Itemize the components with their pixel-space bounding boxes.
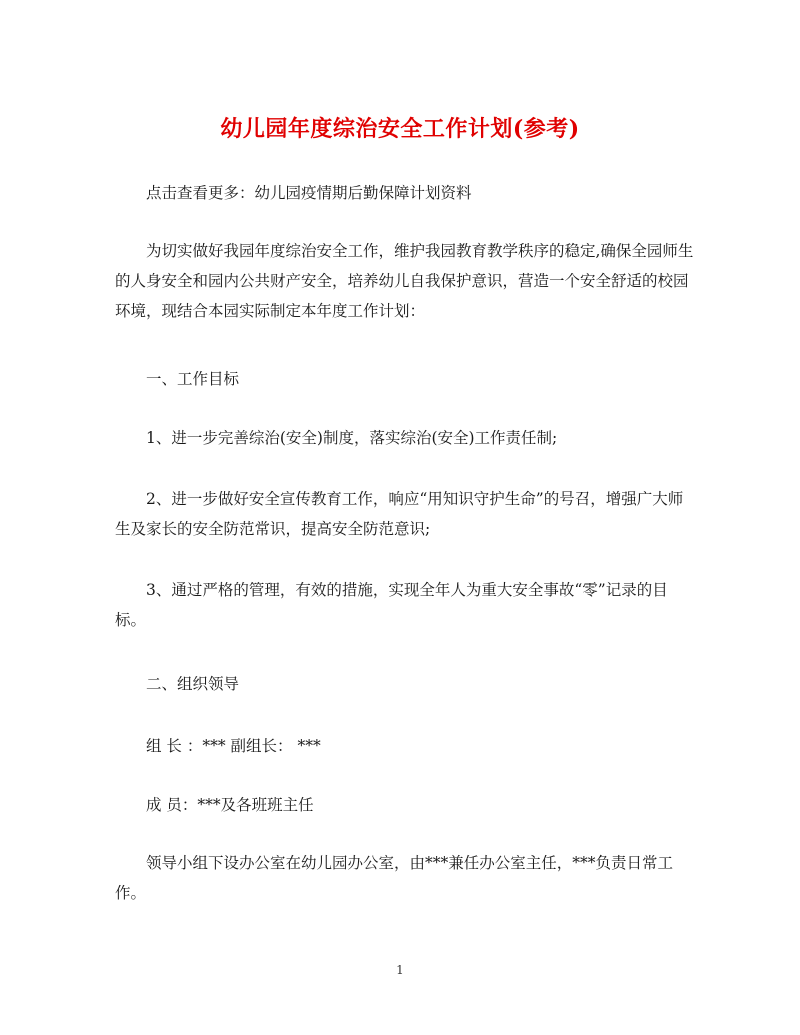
more-info-link[interactable]: 点击查看更多：幼儿园疫情期后勤保障计划资料 (146, 184, 472, 202)
section-heading-goals: 一、工作目标 (146, 370, 240, 388)
leader-line: 组 长 ：*** 副组长： *** (146, 737, 321, 755)
goal-item-3: 3、通过严格的管理，有效的措施，实现全年人为重大安全事故“零”记录的目标。 (115, 581, 668, 629)
page-number: 1 (396, 963, 404, 977)
document-title: 幼儿园年度综治安全工作计划(参考) (220, 116, 580, 142)
office-paragraph: 领导小组下设办公室在幼儿园办公室，由***兼任办公室主任，***负责日常工作。 (115, 854, 674, 902)
goal-item-1: 1、进一步完善综治(安全)制度，落实综治(安全)工作责任制; (146, 429, 558, 447)
intro-paragraph: 为切实做好我园年度综治安全工作，维护我园教育教学秩序的稳定,确保全园师生的人身安全和园内公共财产安全，培养幼儿自我保护意识，营造一个安全舒适的校园环境，现结合本园实际制定本年度工作计划： (115, 242, 694, 320)
member-line: 成 员：***及各班班主任 (146, 796, 314, 814)
section-heading-organization: 二、组织领导 (146, 675, 240, 693)
goal-item-2: 2、进一步做好安全宣传教育工作，响应“用知识守护生命”的号召，增强广大师生及家长的安全防范常识，提高安全防范意识; (115, 490, 684, 538)
